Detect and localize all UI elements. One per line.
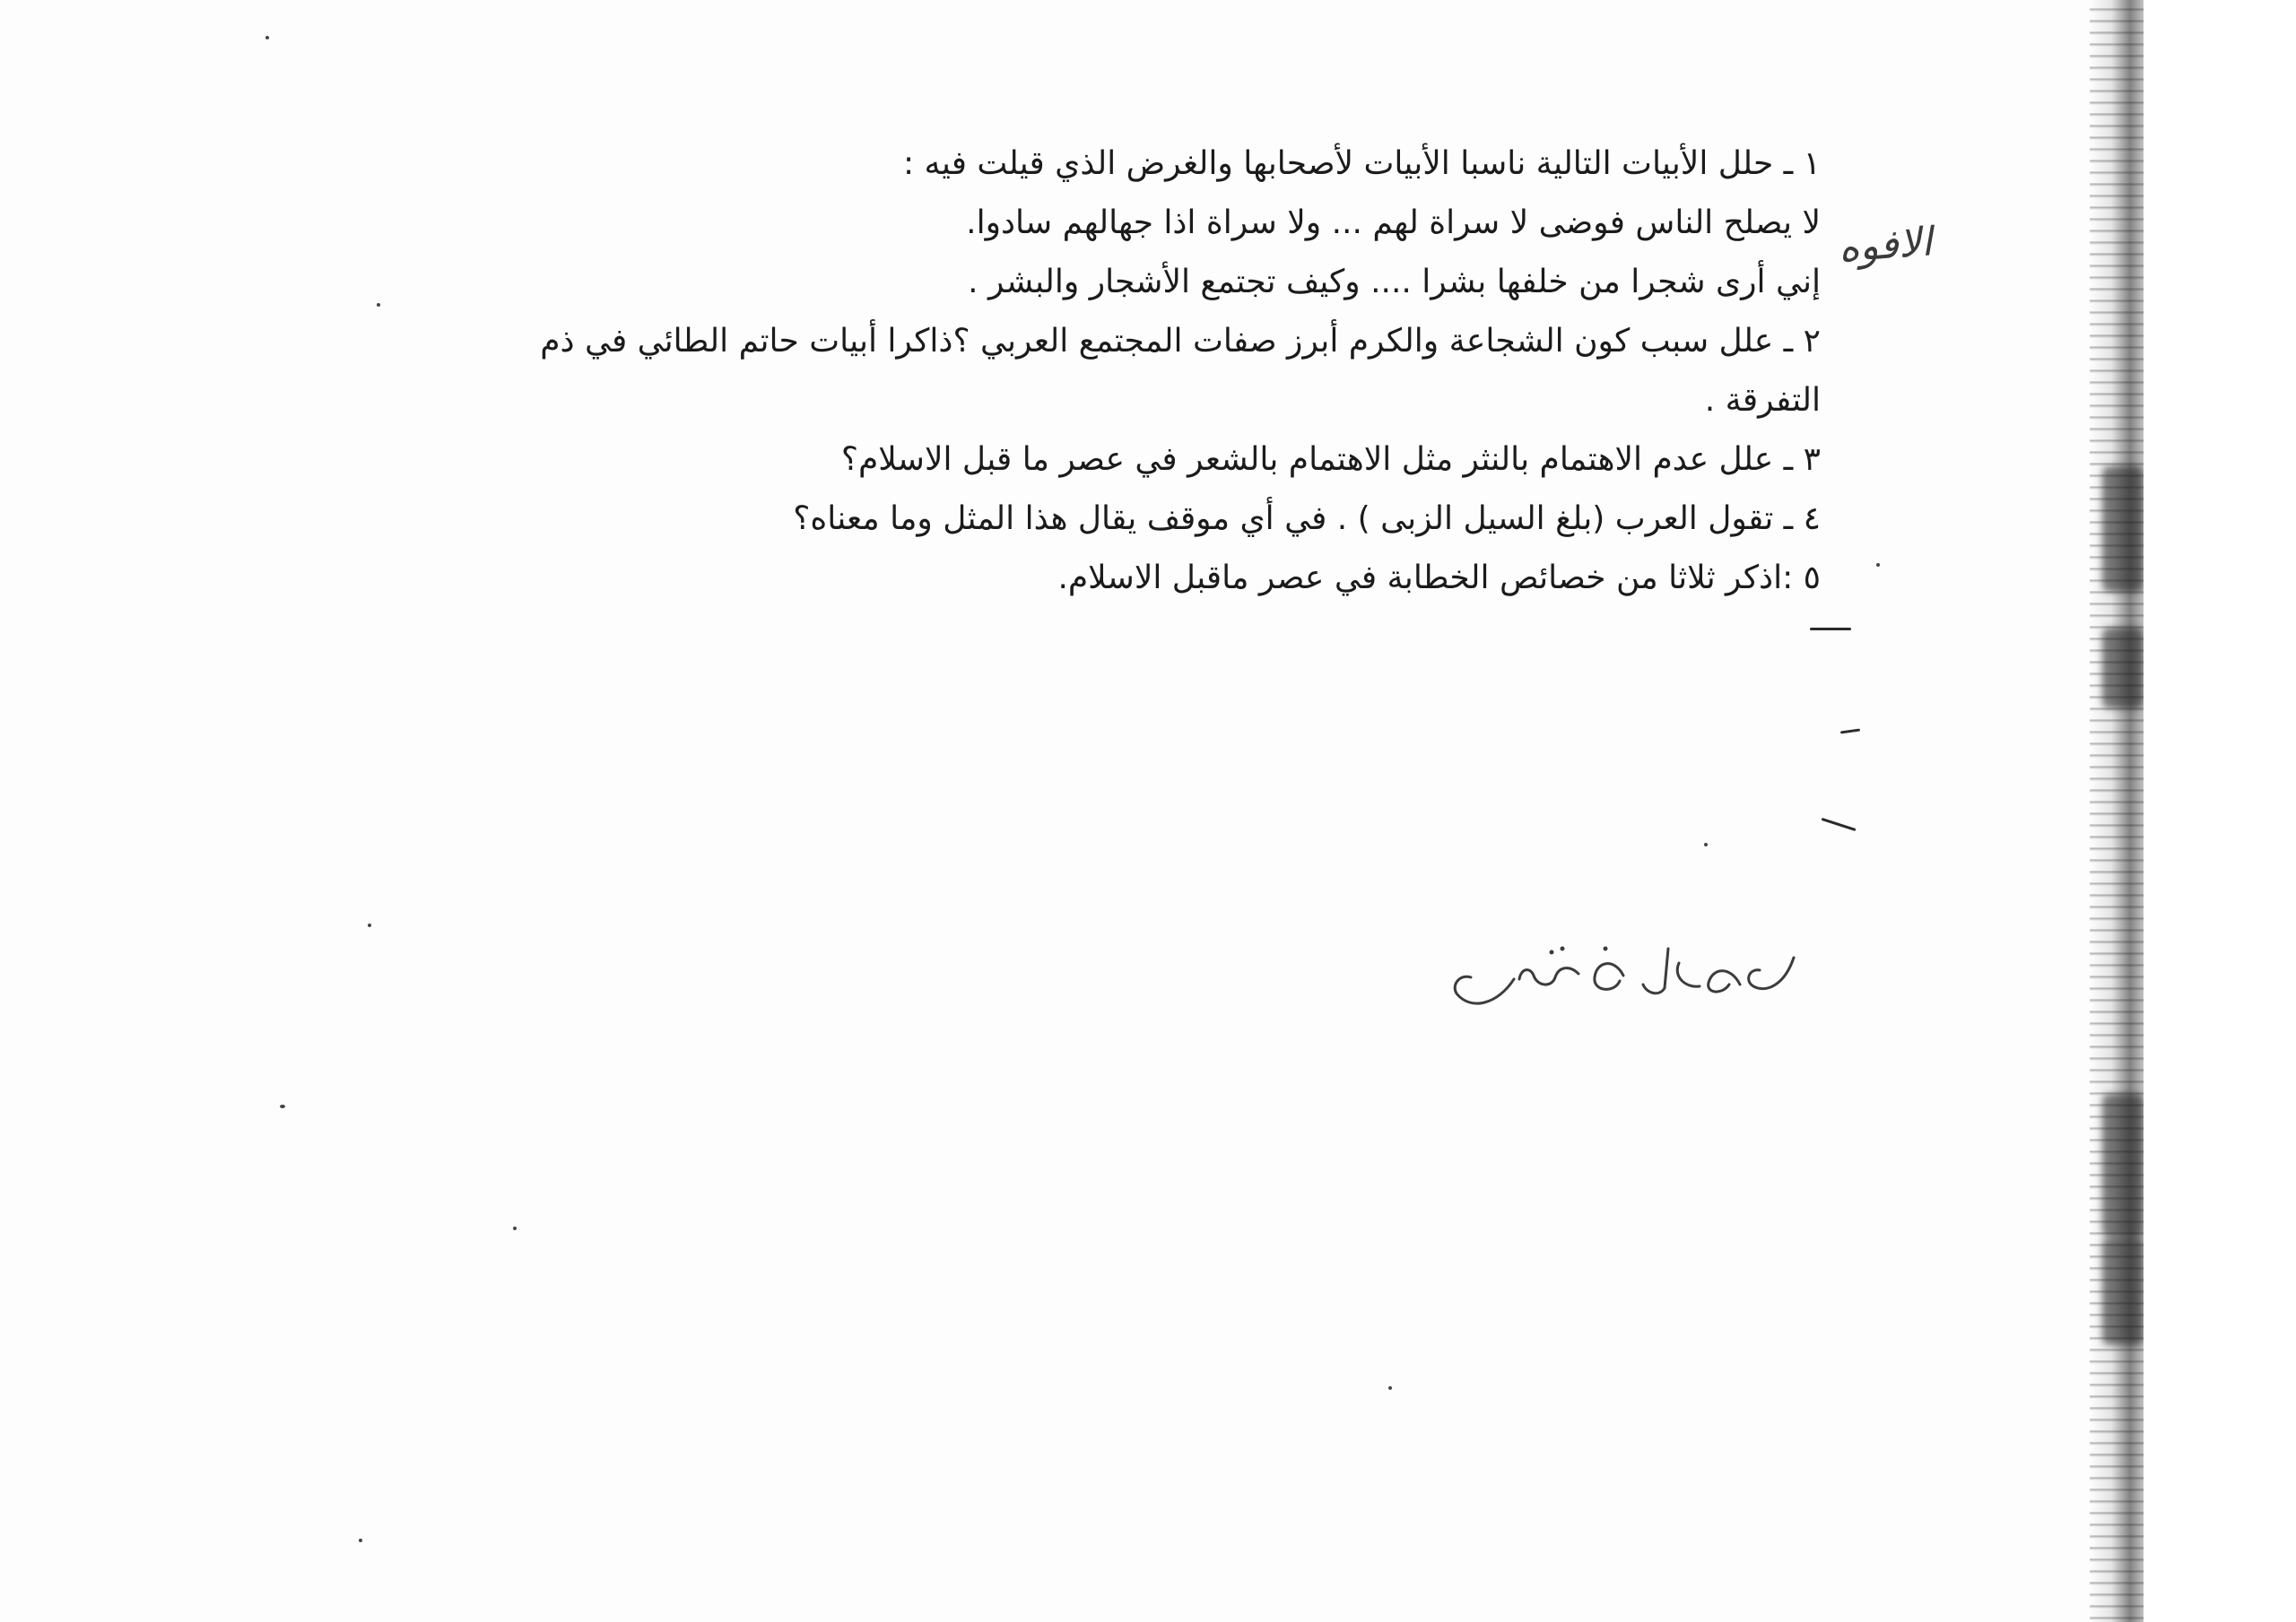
scan-speck: [377, 303, 380, 307]
handwritten-margin-note: الافوه: [1837, 219, 1934, 272]
scan-blot: [2102, 466, 2144, 592]
page-margin-right: [2144, 0, 2296, 1622]
pen-mark: [1822, 818, 1857, 831]
scan-speck: [513, 1227, 517, 1230]
scan-speck: [1704, 843, 1708, 846]
handwritten-signature: [1444, 922, 1821, 1029]
question-5: ٥ :اذكر ثلاثا من خصائص الخطابة في عصر ماقبل الاسلام.: [1057, 559, 1821, 596]
pen-mark: [1840, 728, 1860, 733]
scan-blot: [2102, 628, 2144, 708]
question-1: ١ ـ حلل الأبيات التالية ناسبا الأبيات لأصحابها والغرض الذي قيلت فيه :: [902, 145, 1821, 182]
scan-speck: [1876, 563, 1880, 567]
verse-2: إني أرى شجرا من خلفها بشرا .... وكيف تجتمع الأشجار والبشر .: [968, 264, 1821, 300]
scan-speck: [368, 924, 371, 927]
scan-speck: [359, 1539, 362, 1542]
verse-1: لا يصلح الناس فوضى لا سراة لهم ... ولا سراة اذا جهالهم سادوا.: [966, 204, 1821, 241]
scan-speck: [1388, 1386, 1392, 1390]
question-3: ٣ ـ علل عدم الاهتمام بالنثر مثل الاهتمام بالشعر في عصر ما قبل الاسلام؟: [840, 441, 1821, 478]
scan-speck: [265, 36, 269, 39]
question-2: ٢ ـ علل سبب كون الشجاعة والكرم أبرز صفات المجتمع العربي ؟ذاكرا أبيات حاتم الطائي في ذم التفرقة .: [540, 323, 1821, 419]
scan-speck: [280, 1105, 285, 1108]
exam-questions: [439, 134, 1821, 608]
scan-blot: [2102, 1237, 2144, 1345]
scanner-shadow-strip: [2090, 0, 2144, 1622]
pen-mark: [1810, 628, 1851, 630]
question-4: ٤ ـ تقول العرب (بلغ السيل الزبى ) . في أي موقف يقال هذا المثل وما معناه؟: [793, 500, 1821, 537]
scan-blot: [2102, 1094, 2144, 1237]
